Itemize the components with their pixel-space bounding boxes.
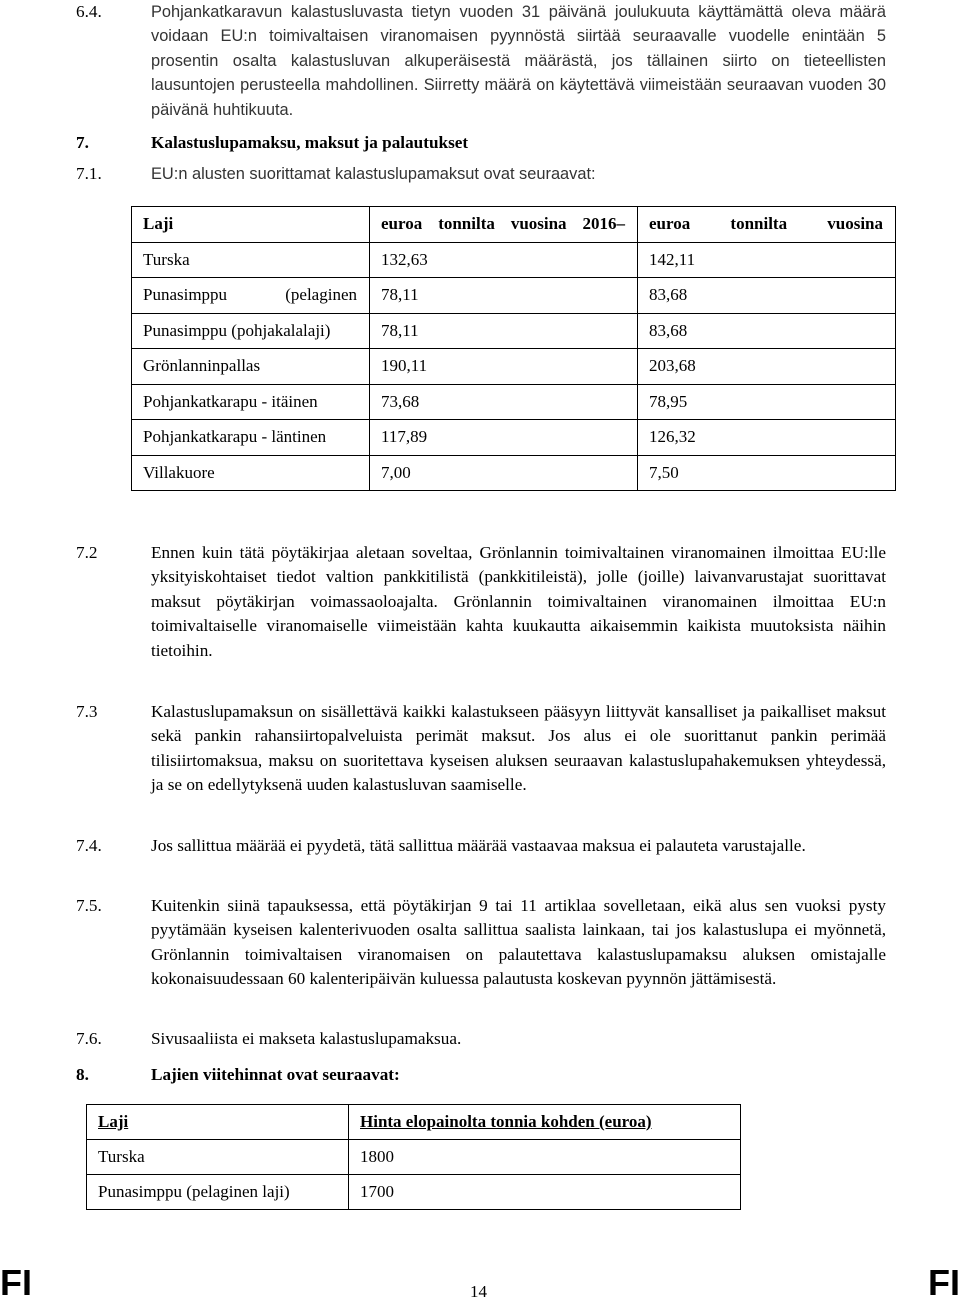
paragraph-text: Sivusaaliista ei makseta kalastuslupamaksua.: [151, 1029, 462, 1048]
header-word: euroa: [649, 214, 691, 234]
cell-laji: Pohjankatkarapu - itäinen: [132, 384, 370, 420]
paragraph-number: 7.3: [76, 702, 98, 721]
header-laji: Laji: [132, 207, 370, 243]
section-heading-7: [76, 131, 468, 155]
section-heading-8: [76, 1063, 400, 1087]
table-row: [87, 1140, 741, 1175]
fees-table: [131, 206, 896, 491]
paragraph-text: EU:n alusten suorittamat kalastuslupamaksut ovat seuraavat:: [151, 165, 596, 183]
table-row: [132, 242, 896, 278]
paragraph-number: 7.2: [76, 543, 98, 562]
cell-value: 126,32: [638, 420, 896, 456]
table-row: [132, 384, 896, 420]
header-word: vuosina: [510, 214, 567, 234]
paragraph-text: Ennen kuin tätä pöytäkirjaa aletaan soveltaa, Grönlannin toimivaltainen viranomainen ilmoittaa EU:lle yksityiskohtaiset tiedot valtion pankkitilistä (pankkitileistä), jolle (joille) laivanvarustajat suorittavat maksut pöytäkirjan voimassaoloajalta. Grönlannin toimivaltainen viranomainen ilmoittaa EU:n toimivaltaiselle viranomaiselle viimeistään kahta kuukautta aikaisemmin kaikista muutoksista näihin tietoihin.: [151, 543, 886, 660]
header-2016: [370, 207, 638, 243]
cell-laji: Grönlanninpallas: [132, 349, 370, 385]
cell-value: 117,89: [370, 420, 638, 456]
paragraph-7-3: [76, 700, 886, 798]
cell-laji: Turska: [87, 1140, 349, 1175]
cell-laji: Villakuore: [132, 455, 370, 491]
header-word: tonnilta: [730, 214, 788, 234]
table-row: [132, 313, 896, 349]
cell-laji: Pohjankatkarapu - läntinen: [132, 420, 370, 456]
header-word: vuosina: [827, 214, 883, 234]
table-row: [132, 278, 896, 314]
page-number: 14: [470, 1282, 487, 1301]
header-word: 2016–: [582, 214, 625, 234]
paragraph-7-6: [76, 1027, 886, 1051]
reference-prices-table: [86, 1104, 741, 1210]
cell-laji: Punasimppu (pelaginen laji): [87, 1175, 349, 1210]
paragraph-7-2: [76, 541, 886, 663]
cell-value: 190,11: [370, 349, 638, 385]
paragraph-number: 7.5.: [76, 896, 102, 915]
cell-value: 78,11: [370, 313, 638, 349]
paragraph-text: Jos sallittua määrää ei pyydetä, tätä sallittua määrää vastaavaa maksua ei palauteta varustajalle.: [151, 836, 806, 855]
cell-value: 83,68: [638, 313, 896, 349]
cell-laji-part: (pelaginen: [285, 285, 357, 305]
cell-value: 7,00: [370, 455, 638, 491]
cell-laji: Turska: [132, 242, 370, 278]
header-word: euroa: [381, 214, 423, 234]
cell-value: 142,11: [638, 242, 896, 278]
paragraph-number: 7.6.: [76, 1029, 102, 1048]
cell-value: 78,95: [638, 384, 896, 420]
header-word: tonnilta: [438, 214, 495, 234]
table-row: [87, 1175, 741, 1210]
header-laji: Laji: [87, 1105, 349, 1140]
table-header-row: [132, 207, 896, 243]
paragraph-number: 7.1.: [76, 164, 102, 183]
heading-number: 8.: [76, 1065, 89, 1084]
cell-laji-part: Punasimppu: [143, 285, 228, 305]
paragraph-text: Kalastuslupamaksun on sisällettävä kaikki kalastukseen pääsyyn liittyvät kansalliset ja paikalliset maksut sekä pankin rahansiirtopalveluista perimät maksut. Jos alus ei ole suorittanut pankin perimää tilisiirtomaksua, maksu on suoritettava kyseisen aluksen seuraavan kalastuslupahakemuksen yhteydessä, ja se on edellytyksenä uuden kalastusluvan saamiselle.: [151, 702, 886, 795]
paragraph-7-5: [76, 894, 886, 992]
heading-number: 7.: [76, 133, 89, 152]
cell-price: 1700: [349, 1175, 741, 1210]
table-row: [132, 455, 896, 491]
paragraph-7-1: [76, 162, 886, 186]
paragraph-text: Kuitenkin siinä tapauksessa, että pöytäkirjan 9 tai 11 artiklaa sovelletaan, eikä alus sen vuoksi pysty pyytämään kyseisen kalenterivuoden osalta sallittua saalista lainkaan, tai jos kalastuslupa ei myönnetä, Grönlannin toimivaltaisen viranomaisen on palautettava kalastuslupamaksu aluksen omistajalle kokonaisuudessaan 60 kalenteripäivän kuluessa palautusta koskevan pyynnön jättämisestä.: [151, 896, 886, 989]
header-price: Hinta elopainolta tonnia kohden (euroa): [349, 1105, 741, 1140]
header-later: [638, 207, 896, 243]
paragraph-text: Pohjankatkaravun kalastusluvasta tietyn vuoden 31 päivänä joulukuuta käyttämättä oleva määrä voidaan EU:n toimivaltaisen viranomaisen pyynnöstä siirtää seuraavalle vuodelle enintään 5 prosentin osalta kalastusluvan alkuperäisestä määrästä, jos tällainen siirto on tieteellisten lausuntojen perusteella mahdollinen. Siirretty määrä on käytettävä viimeistään seuraavan vuoden 30 päivänä huhtikuuta.: [151, 3, 886, 119]
cell-laji: [132, 278, 370, 314]
paragraph-number: 7.4.: [76, 836, 102, 855]
cell-laji: Punasimppu (pohjakalalaji): [132, 313, 370, 349]
cell-value: 78,11: [370, 278, 638, 314]
footer-language-left: FI: [0, 1262, 32, 1303]
cell-value: 7,50: [638, 455, 896, 491]
paragraph-number: 6.4.: [76, 2, 102, 21]
cell-value: 132,63: [370, 242, 638, 278]
table-header-row: [87, 1105, 741, 1140]
heading-text: Lajien viitehinnat ovat seuraavat:: [151, 1065, 400, 1084]
cell-value: 203,68: [638, 349, 896, 385]
heading-text: Kalastuslupamaksu, maksut ja palautukset: [151, 133, 469, 152]
cell-value: 83,68: [638, 278, 896, 314]
cell-price: 1800: [349, 1140, 741, 1175]
footer-language-right: FI: [928, 1262, 960, 1303]
table-row: [132, 349, 896, 385]
cell-value: 73,68: [370, 384, 638, 420]
paragraph-7-4: [76, 834, 886, 858]
paragraph-6-4: [76, 0, 886, 122]
table-row: [132, 420, 896, 456]
